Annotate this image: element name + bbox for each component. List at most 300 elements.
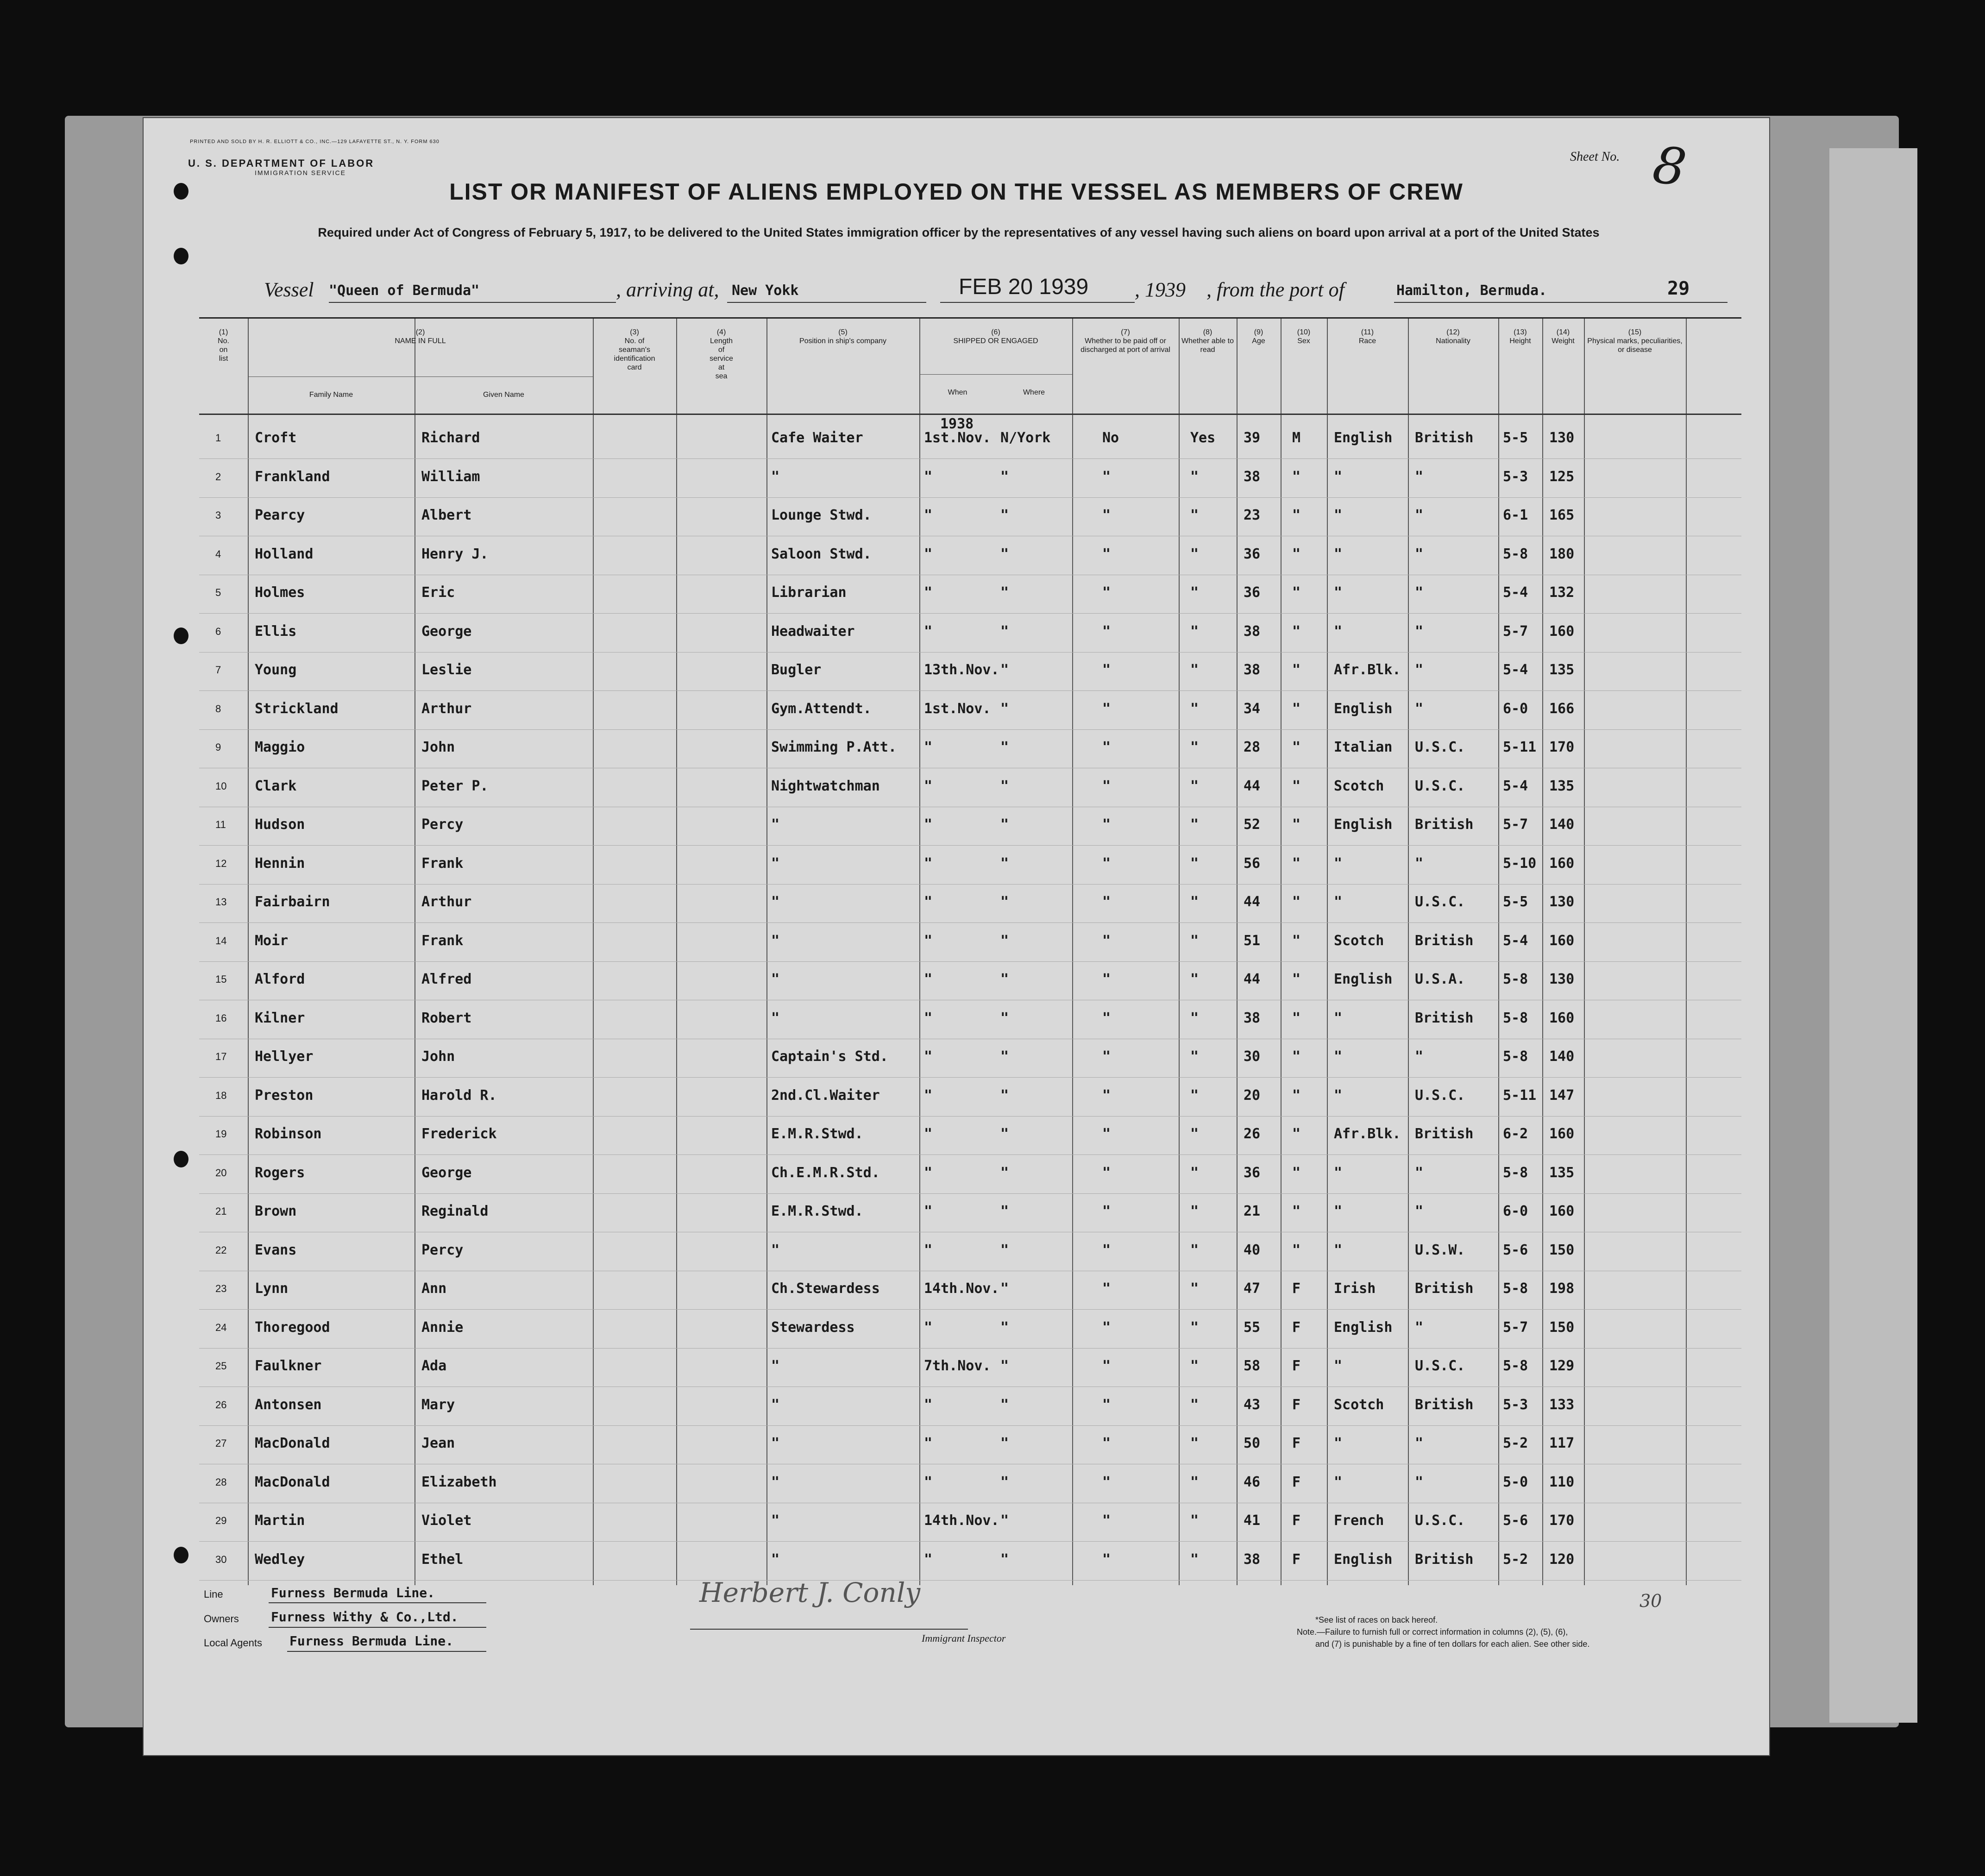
cell-position: Ch.Stewardess	[771, 1280, 880, 1297]
cell-shipped-when: 7th.Nov.	[924, 1358, 991, 1374]
cell-able-to-read: "	[1190, 894, 1199, 910]
cell-able-to-read: "	[1190, 1551, 1199, 1568]
cell-shipped-when: "	[924, 894, 933, 910]
line-value: Furness Bermuda Line.	[271, 1585, 435, 1600]
cell-position: "	[771, 1010, 780, 1026]
cell-able-to-read: "	[1190, 1087, 1199, 1104]
cell-sex: "	[1292, 778, 1301, 794]
cell-sex: "	[1292, 700, 1301, 717]
cell-position: "	[771, 1242, 780, 1258]
cell-able-to-read: "	[1190, 662, 1199, 678]
cell-family-name: Hudson	[255, 816, 305, 833]
cell-able-to-read: "	[1190, 932, 1199, 949]
cell-nationality: "	[1415, 1474, 1424, 1490]
cell-race: Scotch	[1334, 1396, 1384, 1413]
cell-position: E.M.R.Stwd.	[771, 1126, 863, 1142]
cell-family-name: Clark	[255, 778, 297, 794]
cell-position: Librarian	[771, 584, 847, 601]
count-mark: 30	[1640, 1591, 1662, 1611]
cell-shipped-when: "	[924, 1435, 933, 1451]
cell-weight: 160	[1549, 1126, 1575, 1142]
cell-race: "	[1334, 894, 1343, 910]
cell-nationality: "	[1415, 1203, 1424, 1219]
col-family-name: Family Name	[309, 391, 353, 399]
cell-sex: "	[1292, 894, 1301, 910]
cell-shipped-when: "	[924, 1048, 933, 1065]
cell-height: 5-7	[1503, 1319, 1528, 1336]
cell-given-name: Reginald	[421, 1203, 489, 1219]
cell-height: 5-11	[1503, 1087, 1537, 1104]
cell-paid-off: "	[1102, 1010, 1111, 1026]
cell-shipped-where: "	[1000, 1358, 1009, 1374]
cell-position: Stewardess	[771, 1319, 855, 1336]
cell-position: "	[771, 1512, 780, 1529]
cell-given-name: Eric	[421, 584, 455, 601]
cell-height: 5-3	[1503, 468, 1528, 485]
cell-weight: 130	[1549, 971, 1575, 987]
cell-height: 5-8	[1503, 1358, 1528, 1374]
cell-weight: 140	[1549, 1048, 1575, 1065]
cell-shipped-where: "	[1000, 1203, 1009, 1219]
cell-able-to-read: "	[1190, 778, 1199, 794]
cell-able-to-read: "	[1190, 1512, 1199, 1529]
cell-able-to-read: "	[1190, 468, 1199, 485]
cell-able-to-read: "	[1190, 971, 1199, 987]
cell-row-number: 9	[215, 741, 221, 753]
cell-height: 6-1	[1503, 507, 1528, 523]
cell-paid-off: "	[1102, 623, 1111, 640]
cell-sex: "	[1292, 971, 1301, 987]
cell-nationality: "	[1415, 507, 1424, 523]
cell-race: Scotch	[1334, 932, 1384, 949]
page-number: 29	[1667, 278, 1690, 299]
cell-shipped-when: "	[924, 623, 933, 640]
cell-height: 6-0	[1503, 1203, 1528, 1219]
cell-age: 40	[1244, 1242, 1261, 1258]
cell-given-name: Elizabeth	[421, 1474, 497, 1490]
cell-nationality: U.S.C.	[1415, 1087, 1465, 1104]
cell-height: 5-8	[1503, 1164, 1528, 1181]
cell-age: 55	[1244, 1319, 1261, 1336]
cell-given-name: Ethel	[421, 1551, 464, 1568]
cell-family-name: Martin	[255, 1512, 305, 1529]
cell-height: 5-2	[1503, 1435, 1528, 1451]
cell-family-name: Kilner	[255, 1010, 305, 1026]
cell-weight: 120	[1549, 1551, 1575, 1568]
manifest-page	[144, 118, 1769, 1755]
cell-weight: 160	[1549, 855, 1575, 872]
cell-able-to-read: "	[1190, 1203, 1199, 1219]
cell-nationality: "	[1415, 623, 1424, 640]
cell-shipped-when: "	[924, 584, 933, 601]
cell-family-name: Holmes	[255, 584, 305, 601]
cell-shipped-when: "	[924, 1087, 933, 1104]
cell-able-to-read: "	[1190, 584, 1199, 601]
cell-paid-off: "	[1102, 1551, 1111, 1568]
col-given-name: Given Name	[483, 391, 524, 399]
cell-able-to-read: "	[1190, 1358, 1199, 1374]
cell-age: 26	[1244, 1126, 1261, 1142]
cell-age: 44	[1244, 778, 1261, 794]
cell-age: 34	[1244, 700, 1261, 717]
owners-value: Furness Withy & Co.,Ltd.	[271, 1609, 459, 1625]
cell-shipped-where: "	[1000, 1048, 1009, 1065]
cell-shipped-where: "	[1000, 971, 1009, 987]
cell-age: 20	[1244, 1087, 1261, 1104]
cell-sex: F	[1292, 1396, 1301, 1413]
cell-family-name: Strickland	[255, 700, 339, 717]
cell-family-name: Pearcy	[255, 507, 305, 523]
cell-given-name: Annie	[421, 1319, 464, 1336]
cell-weight: 117	[1549, 1435, 1575, 1451]
cell-height: 5-8	[1503, 546, 1528, 562]
cell-weight: 133	[1549, 1396, 1575, 1413]
cell-sex: "	[1292, 739, 1301, 755]
cell-shipped-when: "	[924, 932, 933, 949]
agents-value: Furness Bermuda Line.	[289, 1633, 454, 1649]
cell-given-name: Percy	[421, 1242, 464, 1258]
cell-nationality: U.S.A.	[1415, 971, 1465, 987]
cell-able-to-read: "	[1190, 546, 1199, 562]
cell-nationality: British	[1415, 1280, 1474, 1297]
col-when: When	[948, 389, 967, 396]
cell-shipped-when: "	[924, 1474, 933, 1490]
cell-shipped-when: "	[924, 1396, 933, 1413]
cell-race: Italian	[1334, 739, 1393, 755]
cell-shipped-when: 14th.Nov.	[924, 1512, 999, 1529]
cell-height: 5-4	[1503, 584, 1528, 601]
cell-family-name: Moir	[255, 932, 289, 949]
cell-shipped-when: "	[924, 507, 933, 523]
cell-row-number: 28	[215, 1476, 227, 1488]
inspector-signature: Herbert J. Conly	[699, 1577, 921, 1608]
cell-able-to-read: "	[1190, 1126, 1199, 1142]
cell-height: 5-7	[1503, 816, 1528, 833]
cell-position: Headwaiter	[771, 623, 855, 640]
cell-row-number: 10	[215, 780, 227, 792]
cell-given-name: William	[421, 468, 480, 485]
cell-height: 5-8	[1503, 971, 1528, 987]
cell-paid-off: "	[1102, 971, 1111, 987]
note-penalty: Note.—Failure to furnish full or correct information in columns (2), (5), (6),	[1297, 1627, 1568, 1637]
cell-shipped-where: "	[1000, 894, 1009, 910]
cell-height: 5-2	[1503, 1551, 1528, 1568]
cell-paid-off: "	[1102, 1396, 1111, 1413]
cell-weight: 160	[1549, 1010, 1575, 1026]
col-id-card: (3) No. of seaman's identification card	[614, 328, 655, 371]
cell-paid-off: "	[1102, 932, 1111, 949]
cell-paid-off: "	[1102, 584, 1111, 601]
cell-shipped-when: "	[924, 1126, 933, 1142]
cell-sex: "	[1292, 1087, 1301, 1104]
cell-row-number: 29	[215, 1515, 227, 1526]
from-port: Hamilton, Bermuda.	[1396, 282, 1547, 299]
punch-hole	[174, 248, 188, 264]
cell-shipped-where: N/York	[1000, 430, 1051, 446]
cell-position: Swimming P.Att.	[771, 739, 897, 755]
cell-position: "	[771, 1551, 780, 1568]
cell-weight: 147	[1549, 1087, 1575, 1104]
cell-position: 2nd.Cl.Waiter	[771, 1087, 880, 1104]
cell-weight: 150	[1549, 1319, 1575, 1336]
cell-given-name: Ann	[421, 1280, 447, 1297]
cell-shipped-where: "	[1000, 1435, 1009, 1451]
cell-race: Afr.Blk.	[1334, 1126, 1401, 1142]
cell-row-number: 8	[215, 703, 221, 715]
cell-paid-off: "	[1102, 1048, 1111, 1065]
col-physical-marks: (15) Physical marks, peculiarities, or disease	[1587, 328, 1683, 354]
cell-family-name: Faulkner	[255, 1358, 322, 1374]
cell-row-number: 20	[215, 1167, 227, 1179]
cell-sex: "	[1292, 1164, 1301, 1181]
cell-shipped-where: "	[1000, 1280, 1009, 1297]
col-race: (11) Race	[1358, 328, 1376, 345]
cell-family-name: Lynn	[255, 1280, 289, 1297]
cell-sex: "	[1292, 1203, 1301, 1219]
cell-position: Saloon Stwd.	[771, 546, 872, 562]
cell-family-name: Croft	[255, 430, 297, 446]
owners-label: Owners	[204, 1613, 239, 1625]
cell-age: 36	[1244, 1164, 1261, 1181]
cell-shipped-when: "	[924, 1551, 933, 1568]
cell-nationality: U.S.C.	[1415, 1512, 1465, 1529]
cell-nationality: U.S.C.	[1415, 778, 1465, 794]
cell-family-name: Wedley	[255, 1551, 305, 1568]
cell-age: 47	[1244, 1280, 1261, 1297]
cell-position: "	[771, 1435, 780, 1451]
cell-race: Afr.Blk.	[1334, 662, 1401, 678]
cell-weight: 160	[1549, 623, 1575, 640]
cell-position: "	[771, 1358, 780, 1374]
cell-shipped-where: "	[1000, 932, 1009, 949]
cell-shipped-when: "	[924, 739, 933, 755]
cell-paid-off: "	[1102, 1435, 1111, 1451]
cell-family-name: Preston	[255, 1087, 314, 1104]
cell-sex: F	[1292, 1319, 1301, 1336]
cell-paid-off: "	[1102, 1319, 1111, 1336]
cell-shipped-where: "	[1000, 855, 1009, 872]
cell-age: 21	[1244, 1203, 1261, 1219]
cell-row-number: 19	[215, 1128, 227, 1140]
cell-age: 36	[1244, 584, 1261, 601]
cell-position: Nightwatchman	[771, 778, 880, 794]
cell-nationality: "	[1415, 468, 1424, 485]
cell-sex: "	[1292, 932, 1301, 949]
cell-weight: 160	[1549, 1203, 1575, 1219]
cell-weight: 140	[1549, 816, 1575, 833]
cell-family-name: Fairbairn	[255, 894, 330, 910]
cell-race: English	[1334, 816, 1393, 833]
cell-nationality: "	[1415, 1435, 1424, 1451]
cell-race: "	[1334, 1358, 1343, 1374]
cell-given-name: Frederick	[421, 1126, 497, 1142]
cell-weight: 170	[1549, 1512, 1575, 1529]
department-name: U. S. DEPARTMENT OF LABOR	[188, 157, 375, 169]
cell-given-name: Albert	[421, 507, 472, 523]
cell-position: Bugler	[771, 662, 822, 678]
cell-race: "	[1334, 1087, 1343, 1104]
cell-race: Irish	[1334, 1280, 1376, 1297]
cell-given-name: Frank	[421, 855, 464, 872]
cell-family-name: MacDonald	[255, 1474, 330, 1490]
cell-row-number: 3	[215, 509, 221, 521]
cell-weight: 160	[1549, 932, 1575, 949]
cell-position: "	[771, 855, 780, 872]
cell-age: 38	[1244, 468, 1261, 485]
punch-hole	[174, 1547, 188, 1563]
cell-able-to-read: "	[1190, 700, 1199, 717]
cell-height: 5-11	[1503, 739, 1537, 755]
cell-sex: "	[1292, 584, 1301, 601]
cell-sex: "	[1292, 855, 1301, 872]
cell-paid-off: No	[1102, 430, 1119, 446]
page-title: LIST OR MANIFEST OF ALIENS EMPLOYED ON THE VESSEL AS MEMBERS OF CREW	[449, 179, 1464, 205]
cell-height: 5-8	[1503, 1010, 1528, 1026]
cell-paid-off: "	[1102, 778, 1111, 794]
cell-row-number: 25	[215, 1360, 227, 1372]
cell-paid-off: "	[1102, 468, 1111, 485]
cell-weight: 130	[1549, 894, 1575, 910]
cell-nationality: "	[1415, 855, 1424, 872]
cell-age: 30	[1244, 1048, 1261, 1065]
cell-position: "	[771, 932, 780, 949]
cell-paid-off: "	[1102, 1242, 1111, 1258]
cell-nationality: "	[1415, 546, 1424, 562]
cell-able-to-read: "	[1190, 855, 1199, 872]
cell-able-to-read: "	[1190, 1048, 1199, 1065]
cell-shipped-when: "	[924, 1203, 933, 1219]
cell-height: 5-4	[1503, 932, 1528, 949]
year-label: , 1939	[1135, 278, 1186, 301]
punch-hole	[174, 1151, 188, 1167]
cell-nationality: British	[1415, 1126, 1474, 1142]
cell-row-number: 11	[215, 819, 226, 830]
cell-paid-off: "	[1102, 1280, 1111, 1297]
cell-given-name: Leslie	[421, 662, 472, 678]
cell-row-number: 13	[215, 896, 227, 908]
cell-paid-off: "	[1102, 739, 1111, 755]
cell-nationality: British	[1415, 816, 1474, 833]
cell-able-to-read: "	[1190, 1396, 1199, 1413]
cell-shipped-where: "	[1000, 662, 1009, 678]
arriving-label: , arriving at,	[616, 278, 719, 301]
cell-sex: "	[1292, 1126, 1301, 1142]
page-subtitle: Required under Act of Congress of February 5, 1917, to be delivered to the United States immigration officer by the representatives of any vessel having such aliens on board upon arrival at a port of the United States	[318, 226, 1600, 239]
cell-height: 6-0	[1503, 700, 1528, 717]
col-position: (5) Position in ship's company	[799, 328, 887, 345]
cell-shipped-where: "	[1000, 700, 1009, 717]
cell-height: 5-0	[1503, 1474, 1528, 1490]
cell-position: Cafe Waiter	[771, 430, 863, 446]
cell-race: "	[1334, 507, 1343, 523]
cell-weight: 180	[1549, 546, 1575, 562]
cell-nationality: "	[1415, 662, 1424, 678]
cell-given-name: Percy	[421, 816, 464, 833]
col-sex: (10) Sex	[1297, 328, 1311, 345]
cell-paid-off: "	[1102, 1474, 1111, 1490]
inspector-label: Immigrant Inspector	[922, 1632, 1006, 1644]
cell-sex: "	[1292, 1010, 1301, 1026]
cell-given-name: John	[421, 1048, 455, 1065]
cell-family-name: Rogers	[255, 1164, 305, 1181]
cell-given-name: Henry J.	[421, 546, 489, 562]
cell-weight: 132	[1549, 584, 1575, 601]
cell-position: "	[771, 468, 780, 485]
cell-position: "	[771, 894, 780, 910]
cell-paid-off: "	[1102, 1087, 1111, 1104]
cell-shipped-when: "	[924, 1242, 933, 1258]
col-age: (9) Age	[1252, 328, 1265, 345]
cell-sex: F	[1292, 1435, 1301, 1451]
note-penalty-cont: and (7) is punishable by a fine of ten dollars for each alien. See other side.	[1315, 1639, 1590, 1649]
cell-shipped-when: "	[924, 778, 933, 794]
vessel-name: "Queen of Bermuda"	[329, 282, 480, 299]
cell-paid-off: "	[1102, 1164, 1111, 1181]
cell-row-number: 4	[215, 548, 221, 560]
cell-nationality: U.S.C.	[1415, 894, 1465, 910]
cell-height: 5-8	[1503, 1048, 1528, 1065]
col-height: (13) Height	[1509, 328, 1531, 345]
cell-shipped-where: "	[1000, 1242, 1009, 1258]
cell-weight: 165	[1549, 507, 1575, 523]
cell-family-name: Ellis	[255, 623, 297, 640]
cell-row-number: 17	[215, 1051, 227, 1062]
cell-row-number: 26	[215, 1399, 227, 1411]
cell-paid-off: "	[1102, 507, 1111, 523]
cell-shipped-where: "	[1000, 1319, 1009, 1336]
cell-position: "	[771, 1396, 780, 1413]
cell-shipped-where: "	[1000, 546, 1009, 562]
cell-shipped-where: "	[1000, 778, 1009, 794]
cell-sex: F	[1292, 1474, 1301, 1490]
cell-given-name: John	[421, 739, 455, 755]
cell-row-number: 15	[215, 973, 227, 985]
cell-shipped-when: "	[924, 468, 933, 485]
cell-position: E.M.R.Stwd.	[771, 1203, 863, 1219]
cell-shipped-when: "	[924, 971, 933, 987]
cell-shipped-where: "	[1000, 1396, 1009, 1413]
service-name: IMMIGRATION SERVICE	[255, 169, 346, 176]
cell-nationality: British	[1415, 1551, 1474, 1568]
cell-age: 41	[1244, 1512, 1261, 1529]
cell-weight: 135	[1549, 662, 1575, 678]
cell-paid-off: "	[1102, 546, 1111, 562]
cell-shipped-where: "	[1000, 468, 1009, 485]
cell-race: "	[1334, 1048, 1343, 1065]
cell-height: 5-6	[1503, 1242, 1528, 1258]
cell-race: Scotch	[1334, 778, 1384, 794]
agents-label: Local Agents	[204, 1637, 262, 1649]
cell-row-number: 2	[215, 471, 221, 483]
date-stamp: FEB 20 1939	[959, 275, 1089, 299]
cell-shipped-when: "	[924, 1319, 933, 1336]
from-label: , from the port of	[1206, 278, 1344, 301]
cell-nationality: U.S.W.	[1415, 1242, 1465, 1258]
cell-paid-off: "	[1102, 1512, 1111, 1529]
cell-able-to-read: Yes	[1190, 430, 1216, 446]
binder-edge	[1829, 148, 1917, 1723]
cell-row-number: 30	[215, 1553, 227, 1565]
cell-shipped-where: "	[1000, 507, 1009, 523]
cell-nationality: U.S.C.	[1415, 739, 1465, 755]
cell-family-name: Evans	[255, 1242, 297, 1258]
cell-weight: 166	[1549, 700, 1575, 717]
cell-sex: "	[1292, 623, 1301, 640]
cell-family-name: Thoregood	[255, 1319, 330, 1336]
cell-able-to-read: "	[1190, 1164, 1199, 1181]
cell-given-name: Peter P.	[421, 778, 489, 794]
cell-shipped-when: 1st.Nov.	[924, 700, 991, 717]
